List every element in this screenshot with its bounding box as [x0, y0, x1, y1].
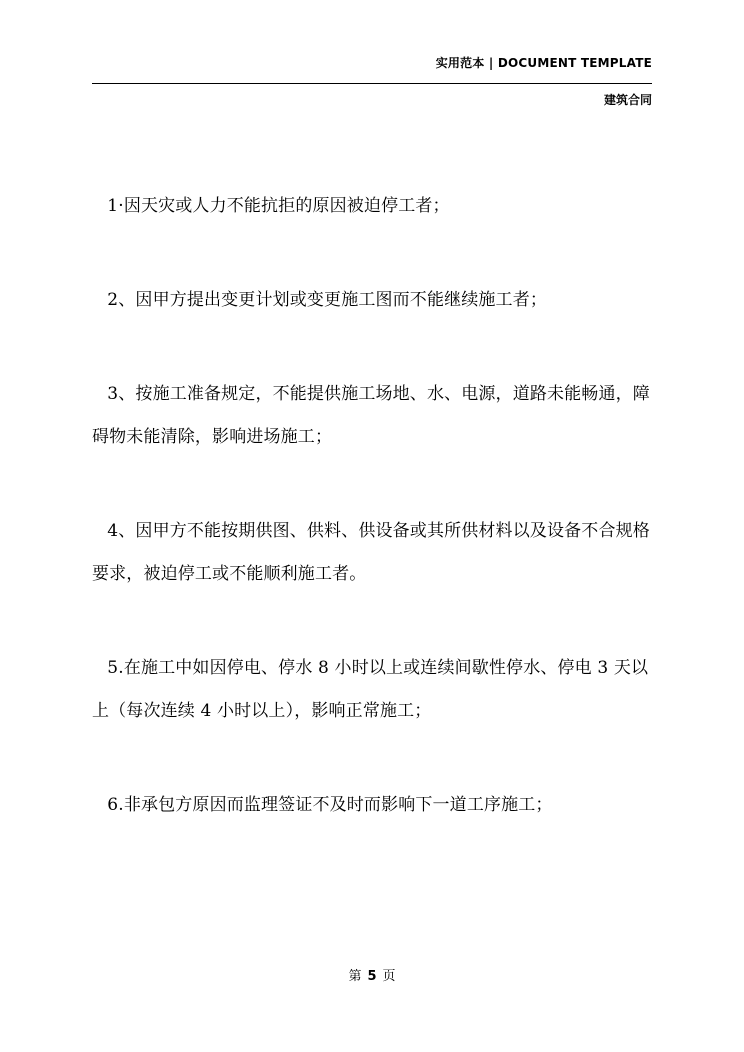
page-suffix: 页 [382, 969, 396, 984]
page-number: 5 [367, 969, 377, 984]
header-subtitle: 建筑合同 [603, 93, 652, 107]
document-body [92, 185, 658, 878]
page-prefix: 第 [348, 969, 362, 984]
paragraph-6: 6.非承包方原因而监理签证不及时而影响下一道工序施工； [107, 795, 553, 815]
header-divider [92, 83, 652, 84]
paragraph-1: 1·因天灾或人力不能抗拒的原因被迫停工者； [107, 196, 450, 216]
paragraph-5: 5.在施工中如因停电、停水 8 小时以上或连续间歇性停水、停电 3 天以上（每次连续 4 小时以上），影响正常施工； [92, 658, 649, 721]
paragraph-3: 3、按施工准备规定，不能提供施工场地、水、电源，道路未能畅通，障碍物未能清除，影响进场施工； [92, 384, 650, 447]
paragraph-4: 4、因甲方不能按期供图、供料、供设备或其所供材料以及设备不合规格要求，被迫停工或不能顺利施工者。 [92, 521, 650, 584]
paragraph-2: 2、因甲方提出变更计划或变更施工图而不能继续施工者； [107, 290, 548, 310]
page-footer [0, 965, 744, 984]
header-title: 实用范本 | DOCUMENT TEMPLATE [435, 56, 652, 70]
